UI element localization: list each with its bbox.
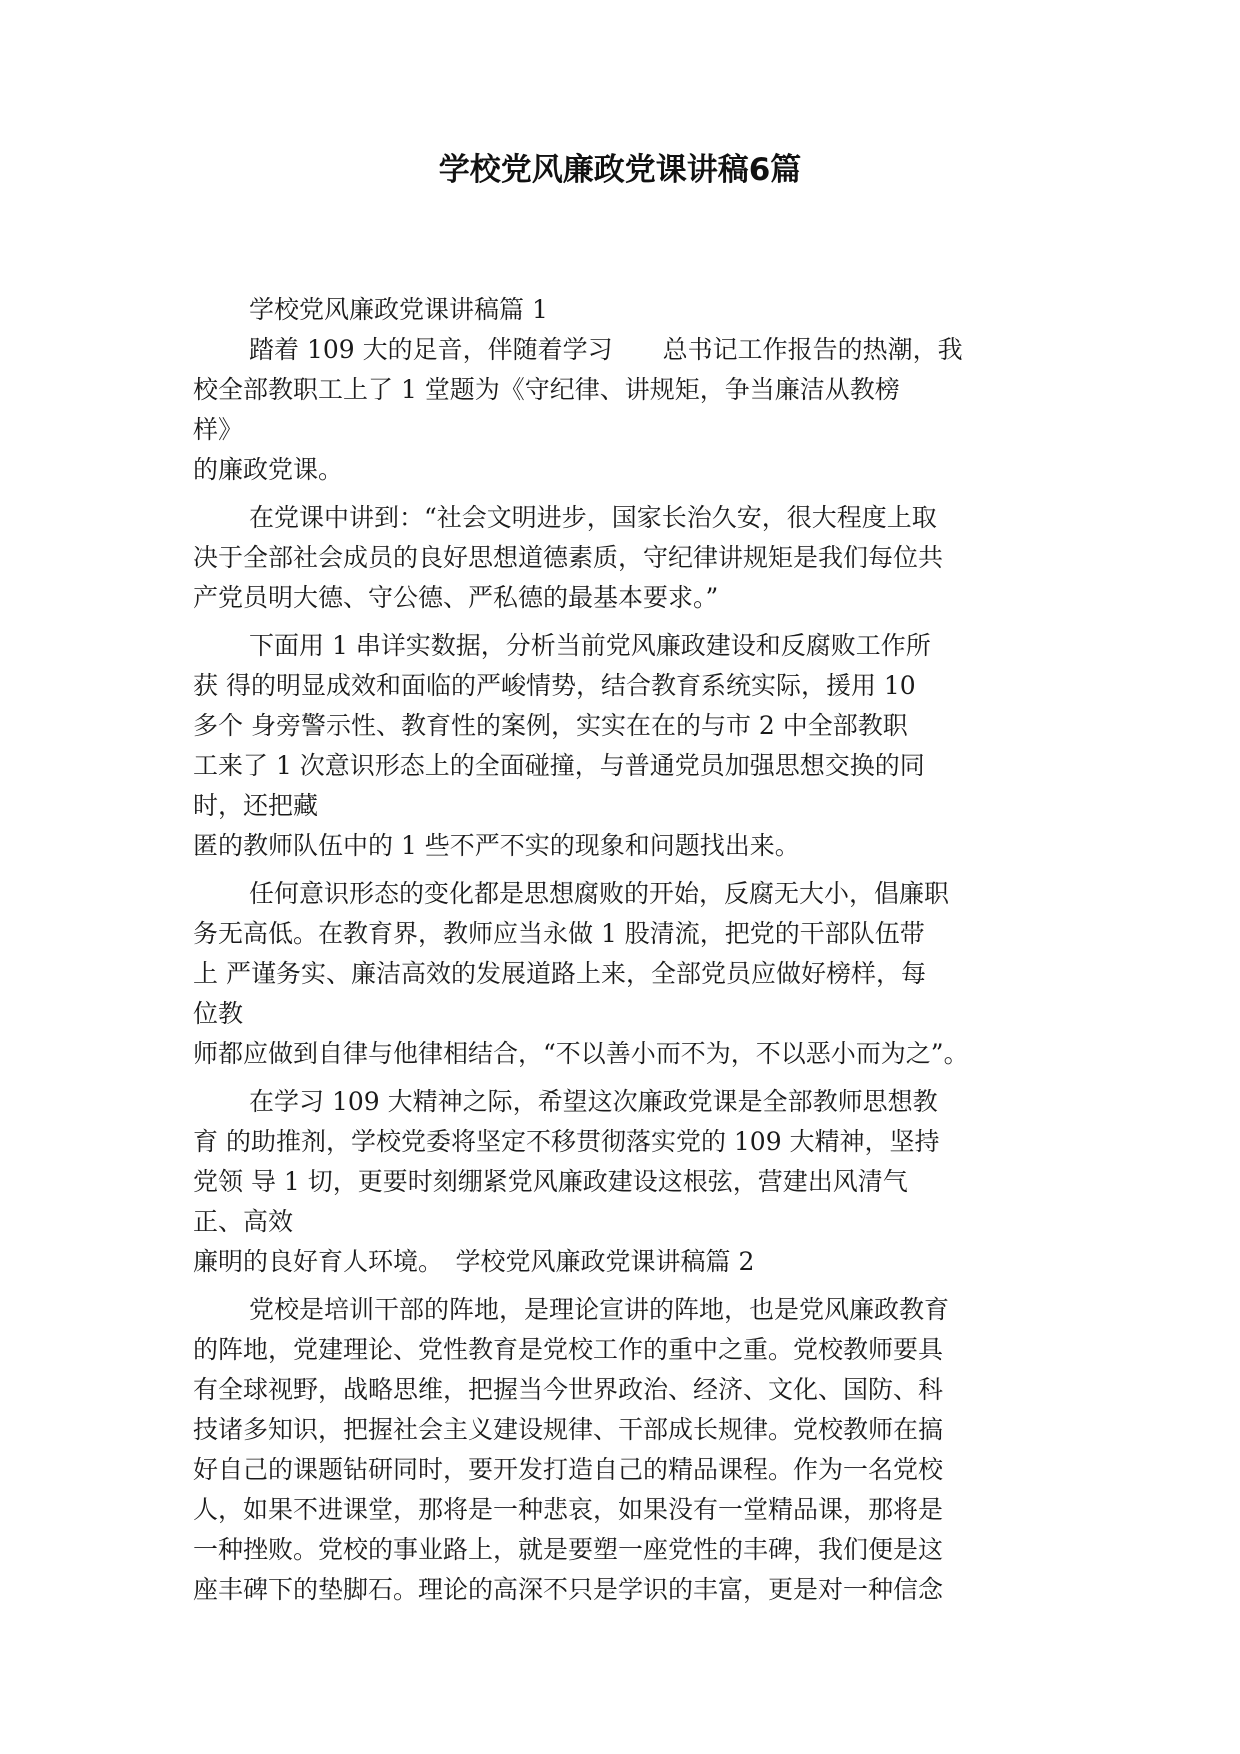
text-line: 任何意识形态的变化都是思想腐败的开始，反腐无大小，倡廉职 [249,879,950,908]
text-line: 党校是培训干部的阵地，是理论宣讲的阵地，也是党风廉政教育 [249,1295,950,1324]
text-line: 的廉政党课。 [193,455,344,484]
text-line: 育 的助推剂，学校党委将坚定不移贯彻落实党的 109 大精神，坚持 [193,1127,940,1156]
text-line: 上 严谨务实、廉洁高效的发展道路上来，全部党员应做好榜样，每 [193,959,926,988]
text-line: 座丰碑下的垫脚石。理论的高深不只是学识的丰富，更是对一种信念 [193,1575,944,1604]
text-line: 好自己的课题钻研同时，要开发打造自己的精品课程。作为一名党校 [193,1455,944,1484]
section-heading-1: 学校党风廉政党课讲稿篇 1 [249,295,548,324]
text-line: 师都应做到自律与他律相结合，“不以善小而不为，不以恶小而为之”。 [193,1039,969,1068]
text-line: 下面用 1 串详实数据，分析当前党风廉政建设和反腐败工作所 [249,631,931,660]
text-line: 样》 [193,415,244,444]
document-body [193,290,1053,1610]
text-line: 有全球视野，战略思维，把握当今世界政治、经济、文化、国防、科 [193,1375,944,1404]
text-line: 正、高效 [193,1207,294,1236]
text-line: 务无高低。在教育界，教师应当永做 1 股清流，把党的干部队伍带 [193,919,925,948]
text-line: 多个 身旁警示性、教育性的案例，实实在在的与市 2 中全部教职 [193,711,908,740]
text-line: 决于全部社会成员的良好思想道德素质，守纪律讲规矩是我们每位共 [193,543,944,572]
text-line: 产党员明大德、守公德、严私德的最基本要求。” [193,583,719,612]
text-line: 的阵地，党建理论、党性教育是党校工作的重中之重。党校教师要具 [193,1335,944,1364]
section-heading-2: 廉明的良好育人环境。 学校党风廉政党课讲稿篇 2 [193,1247,755,1276]
text-line: 工来了 1 次意识形态上的全面碰撞，与普通党员加强思想交换的同 [193,751,925,780]
text-line: 匿的教师队伍中的 1 些不严不实的现象和问题找出来。 [193,831,800,860]
text-line: 在党课中讲到：“社会文明进步，国家长治久安，很大程度上取 [249,503,937,532]
text-line: 时，还把藏 [193,791,319,820]
text-line: 技诸多知识，把握社会主义建设规律、干部成长规律。党校教师在搞 [193,1415,944,1444]
document-title: 学校党风廉政党课讲稿6篇 [438,152,802,188]
text-line: 在学习 109 大精神之际，希望这次廉政党课是全部教师思想教 [249,1087,938,1116]
text-line: 人，如果不进课堂，那将是一种悲哀，如果没有一堂精品课，那将是 [193,1495,944,1524]
text-line: 位教 [193,999,244,1028]
text-line: 党领 导 1 切，更要时刻绷紧党风廉政建设这根弦，营建出风清气 [193,1167,908,1196]
text-line: 踏着 109 大的足音，伴随着学习 总书记工作报告的热潮，我 [249,335,963,364]
text-line: 校全部教职工上了 1 堂题为《守纪律、讲规矩，争当廉洁从教榜 [193,375,900,404]
text-line: 一种挫败。党校的事业路上，就是要塑一座党性的丰碑，我们便是这 [193,1535,944,1564]
text-line: 获 得的明显成效和面临的严峻情势，结合教育系统实际，援用 10 [193,671,916,700]
